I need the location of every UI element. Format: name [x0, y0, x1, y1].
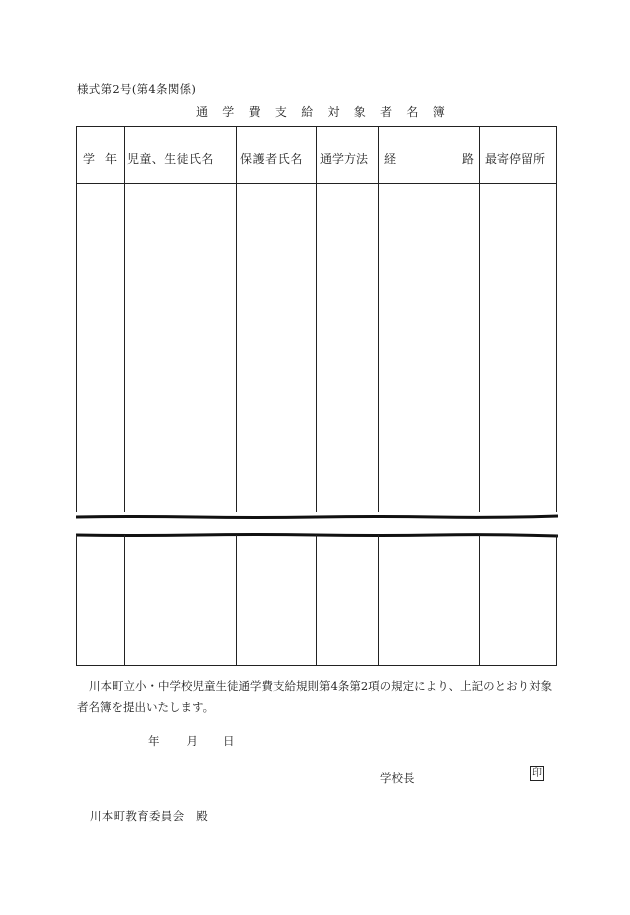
column-divider [316, 535, 317, 665]
header-nearest-stop: 最寄停留所 [485, 152, 546, 166]
column-divider [378, 535, 379, 665]
column-divider [479, 127, 480, 519]
addressee: 川本町教育委員会 殿 [90, 809, 208, 823]
roster-table-lower [76, 535, 557, 666]
column-divider [378, 127, 379, 519]
column-divider [236, 127, 237, 519]
date-year: 年 [148, 734, 179, 748]
header-route-left: 経 [384, 152, 397, 166]
header-guardian-name: 保護者氏名 [240, 152, 304, 166]
seal-mark: 印 [532, 768, 542, 779]
column-divider [124, 127, 125, 519]
header-row-divider [77, 183, 556, 184]
header-grade: 学年 [83, 152, 128, 166]
column-divider [124, 535, 125, 665]
header-route-right: 路 [462, 152, 475, 166]
roster-table-upper [76, 126, 557, 519]
date-line [148, 733, 254, 749]
submission-statement: 川本町立小・中学校児童生徒通学費支給規則第4条第2項の規定により、上記のとおり対象者名簿を提出いたします。 [77, 679, 553, 714]
date-month: 月 [186, 734, 217, 748]
header-commute-method: 通学方法 [320, 152, 369, 166]
column-divider [236, 535, 237, 665]
column-divider [316, 127, 317, 519]
header-student-name: 児童、生徒氏名 [127, 152, 214, 166]
date-day: 日 [223, 734, 254, 748]
form-number: 様式第2号(第4条関係) [77, 82, 197, 96]
principal-label: 学校長 [380, 771, 415, 785]
column-divider [479, 535, 480, 665]
document-title: 通学費支給対象者名簿 [196, 105, 460, 119]
